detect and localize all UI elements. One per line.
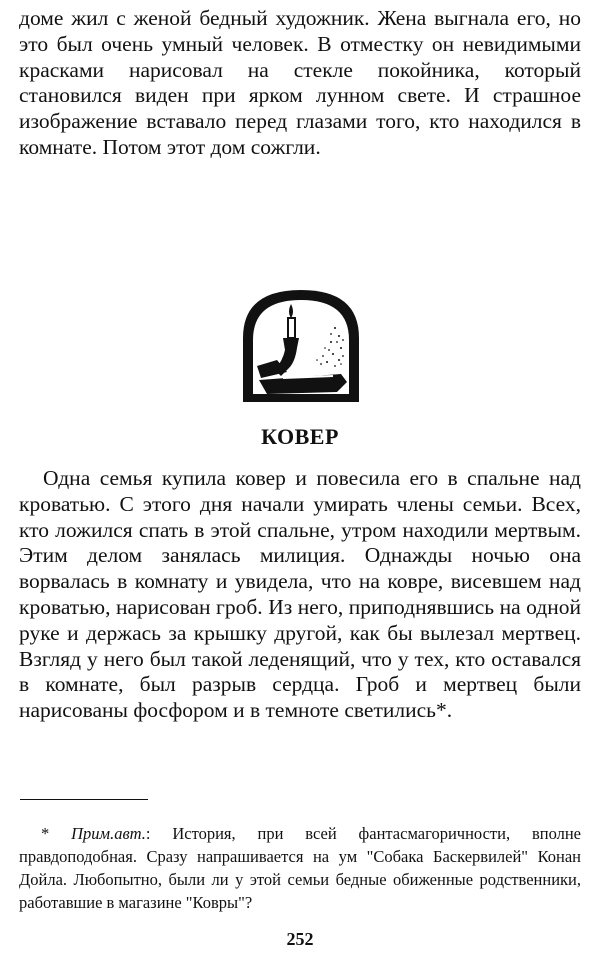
footnote-divider	[20, 799, 148, 800]
candle-coffin-emblem-icon	[243, 290, 359, 402]
footnote-marker: *	[41, 824, 50, 843]
page-number: 252	[286, 929, 314, 949]
previous-story-paragraph: доме жил с женой бедный художник. Жена выгнала его, но это был очень умный человек. В отместку он невидимыми красками нарисовал на стекле покойника, который становился виден при ярком лунном свете. И страшное изображение вставало перед глазами того, кто находился в комнате. Потом этот дом сожгли.	[19, 6, 581, 159]
footnote-label: Прим.авт.	[71, 824, 146, 843]
story-paragraph: Одна семья купила ковер и повесила его в спальне над кроватью. С этого дня начали умирать члены семьи. Всех, кто ложился спать в этой спальне, утром находили мертвым. Этим делом занялась милиция. Однажды ночью она ворвалась в комнату и увидела, что на ковре, висевшем над кроватью, нарисован гроб. Из него, приподнявшись на одной руке и держась за крышку другой, как бы вылезал мертвец. Взгляд у него был такой леденящий, что у тех, кто оставался в комнате, был разрыв сердца. Гроб и мертвец были нарисованы фосфором и в темноте светились*.	[19, 466, 581, 723]
footnote-text: : История, при всей фантасмагоричности, вполне правдоподобная. Сразу напрашивается на ум "Собака Баскервилей" Конан Дойла. Любопытно, были ли у этой семьи бедные обиженные родственники, работавшие в магазине "Ковры"?	[19, 824, 581, 912]
footnote	[19, 822, 581, 914]
section-title: КОВЕР	[261, 424, 339, 449]
